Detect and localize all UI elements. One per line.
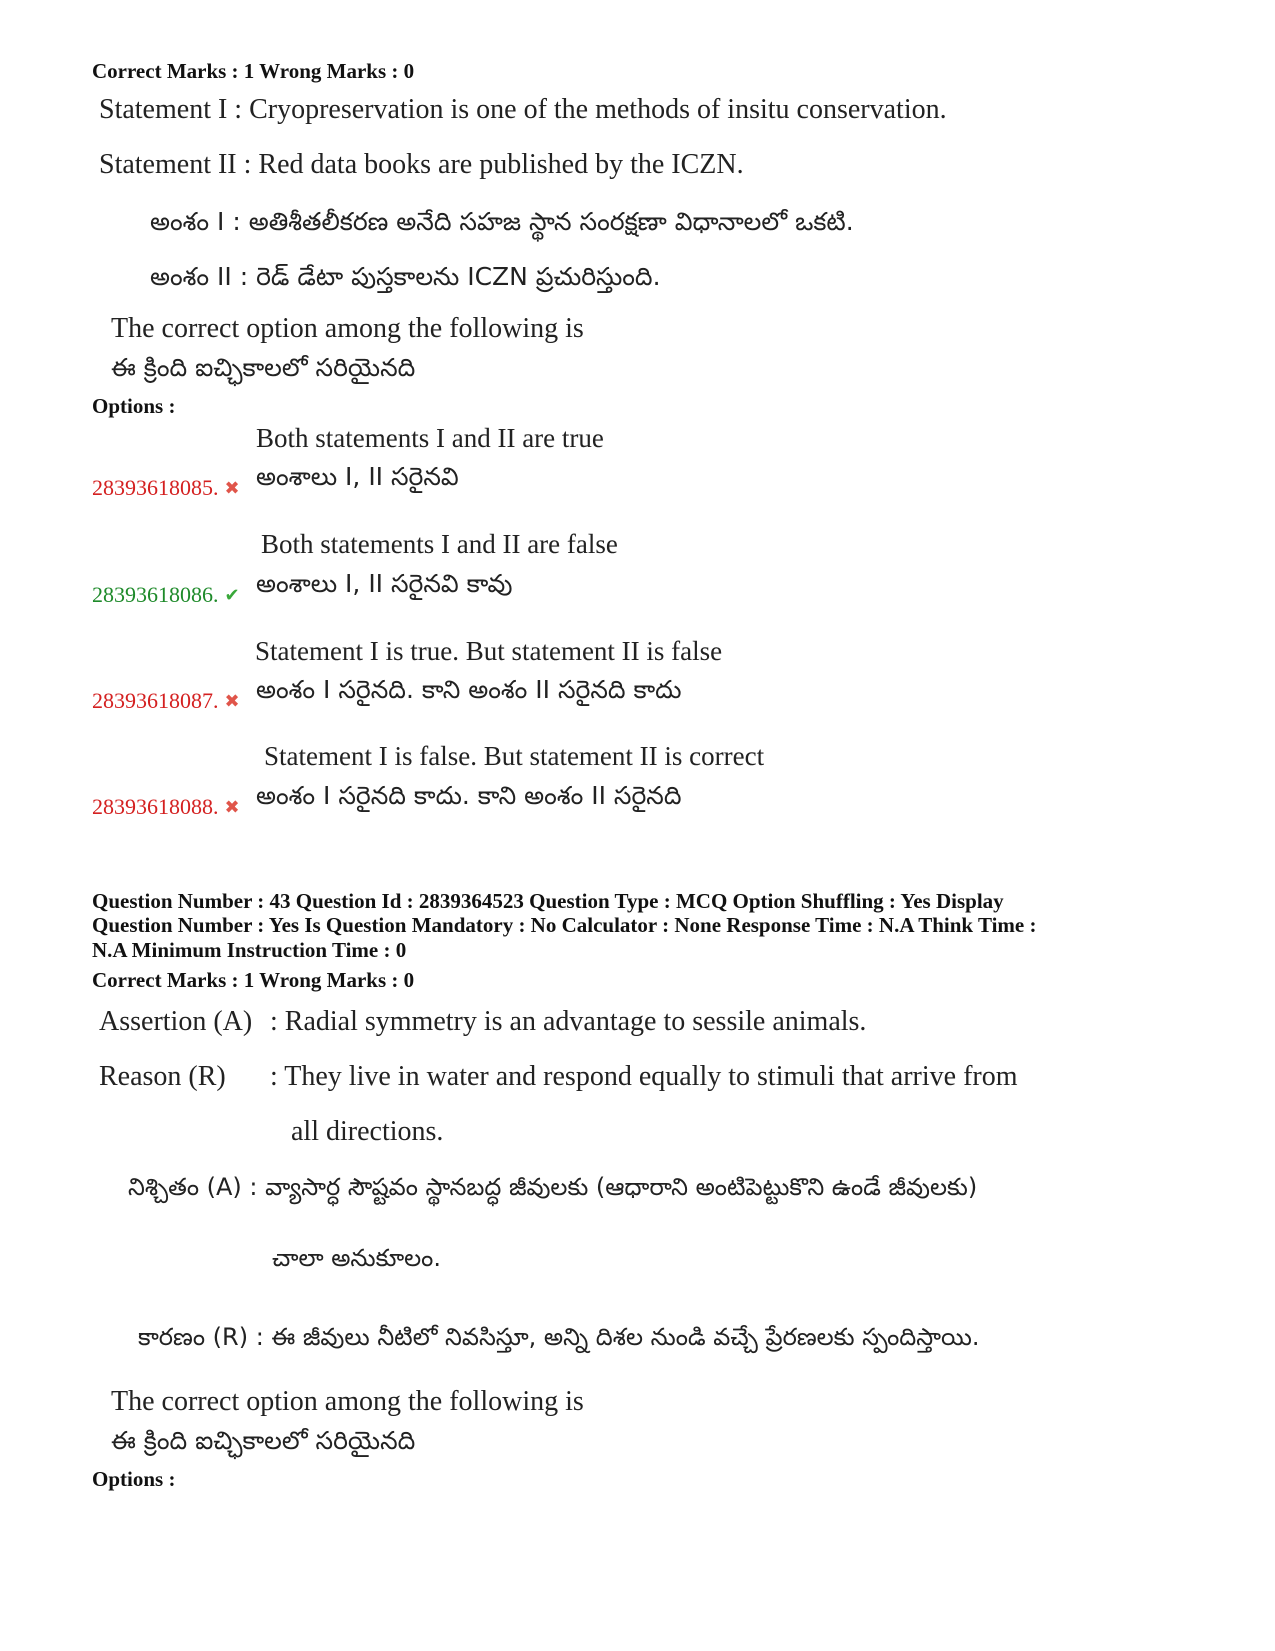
q43-assertion-telugu: నిశ్చితం (A) : వ్యాసార్ధ సౌష్టవం స్థానబద్ధ జీవులకు (ఆధారాని అంటిపెట్టుకొని ఉండే జీవులకు)	[128, 1173, 978, 1201]
q43-reason-label: Reason (R)	[99, 1061, 226, 1092]
q43-assertion-text: : Radial symmetry is an advantage to sessile animals.	[270, 1006, 867, 1037]
q43-header-line-1: Question Number : 43 Question Id : 2839364523 Question Type : MCQ Option Shuffling : Yes Display	[92, 889, 1004, 913]
q43-reason-text-cont: all directions.	[291, 1116, 444, 1147]
option-2-id: 28393618086.	[92, 582, 219, 607]
option-4-id: 28393618088.	[92, 794, 219, 819]
correct-check-icon: ✔	[224, 585, 240, 606]
option-4-english: Statement I is false. But statement II is correct	[264, 741, 765, 771]
q43-assertion-label: Assertion (A)	[99, 1006, 253, 1037]
option-3-id: 28393618087.	[92, 688, 219, 713]
option-2-english: Both statements I and II are false	[261, 529, 618, 559]
option-1[interactable]	[92, 475, 240, 501]
q42-statement-2: Statement II : Red data books are published by the ICZN.	[99, 149, 744, 180]
q42-options-label: Options :	[92, 394, 176, 418]
q43-reason-text: : They live in water and respond equally to stimuli that arrive from	[270, 1061, 1018, 1092]
option-1-english: Both statements I and II are true	[256, 423, 604, 453]
q42-marks: Correct Marks : 1 Wrong Marks : 0	[92, 59, 415, 83]
q42-statement-2-telugu: అంశం II : రెడ్ డేటా పుస్తకాలను ICZN ప్రచురిస్తుంది.	[150, 262, 661, 291]
option-1-id: 28393618085.	[92, 475, 219, 500]
option-4-telugu: అంశం I సరైనది కాదు. కాని అంశం II సరైనది	[256, 781, 682, 810]
q43-header-line-3: N.A Minimum Instruction Time : 0	[92, 938, 407, 962]
wrong-icon: ✖	[224, 691, 240, 712]
option-1-telugu: అంశాలు I, II సరైనవి	[256, 462, 459, 491]
option-3-english: Statement I is true. But statement II is false	[255, 636, 723, 666]
q43-header-line-2: Question Number : Yes Is Question Mandatory : No Calculator : None Response Time : N.A Think Time :	[92, 913, 1037, 937]
q42-prompt: The correct option among the following is	[111, 313, 584, 344]
q42-statement-1-telugu: అంశం I : అతిశీతలీకరణ అనేది సహజ స్థాన సంరక్షణా విధానాలలో ఒకటి.	[150, 207, 854, 236]
option-4[interactable]	[92, 794, 240, 820]
q43-prompt: The correct option among the following is	[111, 1386, 584, 1417]
q42-prompt-telugu: ఈ క్రింది ఐచ్ఛికాలలో సరియైనది	[111, 353, 416, 382]
wrong-icon: ✖	[224, 797, 240, 818]
q43-prompt-telugu: ఈ క్రింది ఐచ్ఛికాలలో సరియైనది	[111, 1426, 416, 1455]
q43-marks: Correct Marks : 1 Wrong Marks : 0	[92, 968, 415, 992]
q43-options-label: Options :	[92, 1467, 176, 1491]
option-2[interactable]	[92, 582, 240, 608]
option-3-telugu: అంశం I సరైనది. కాని అంశం II సరైనది కాదు	[256, 675, 682, 704]
option-3[interactable]	[92, 688, 240, 714]
option-2-telugu: అంశాలు I, II సరైనవి కావు	[256, 569, 513, 598]
q43-assertion-telugu-cont: చాలా అనుకూలం.	[272, 1244, 441, 1272]
q42-statement-1: Statement I : Cryopreservation is one of the methods of insitu conservation.	[99, 94, 947, 125]
q43-reason-telugu: కారణం (R) : ఈ జీవులు నీటిలో నివసిస్తూ, అన్ని దిశల నుండి వచ్చే ప్రేరణలకు స్పందిస్తాయి.	[138, 1323, 980, 1351]
wrong-icon: ✖	[224, 478, 240, 499]
